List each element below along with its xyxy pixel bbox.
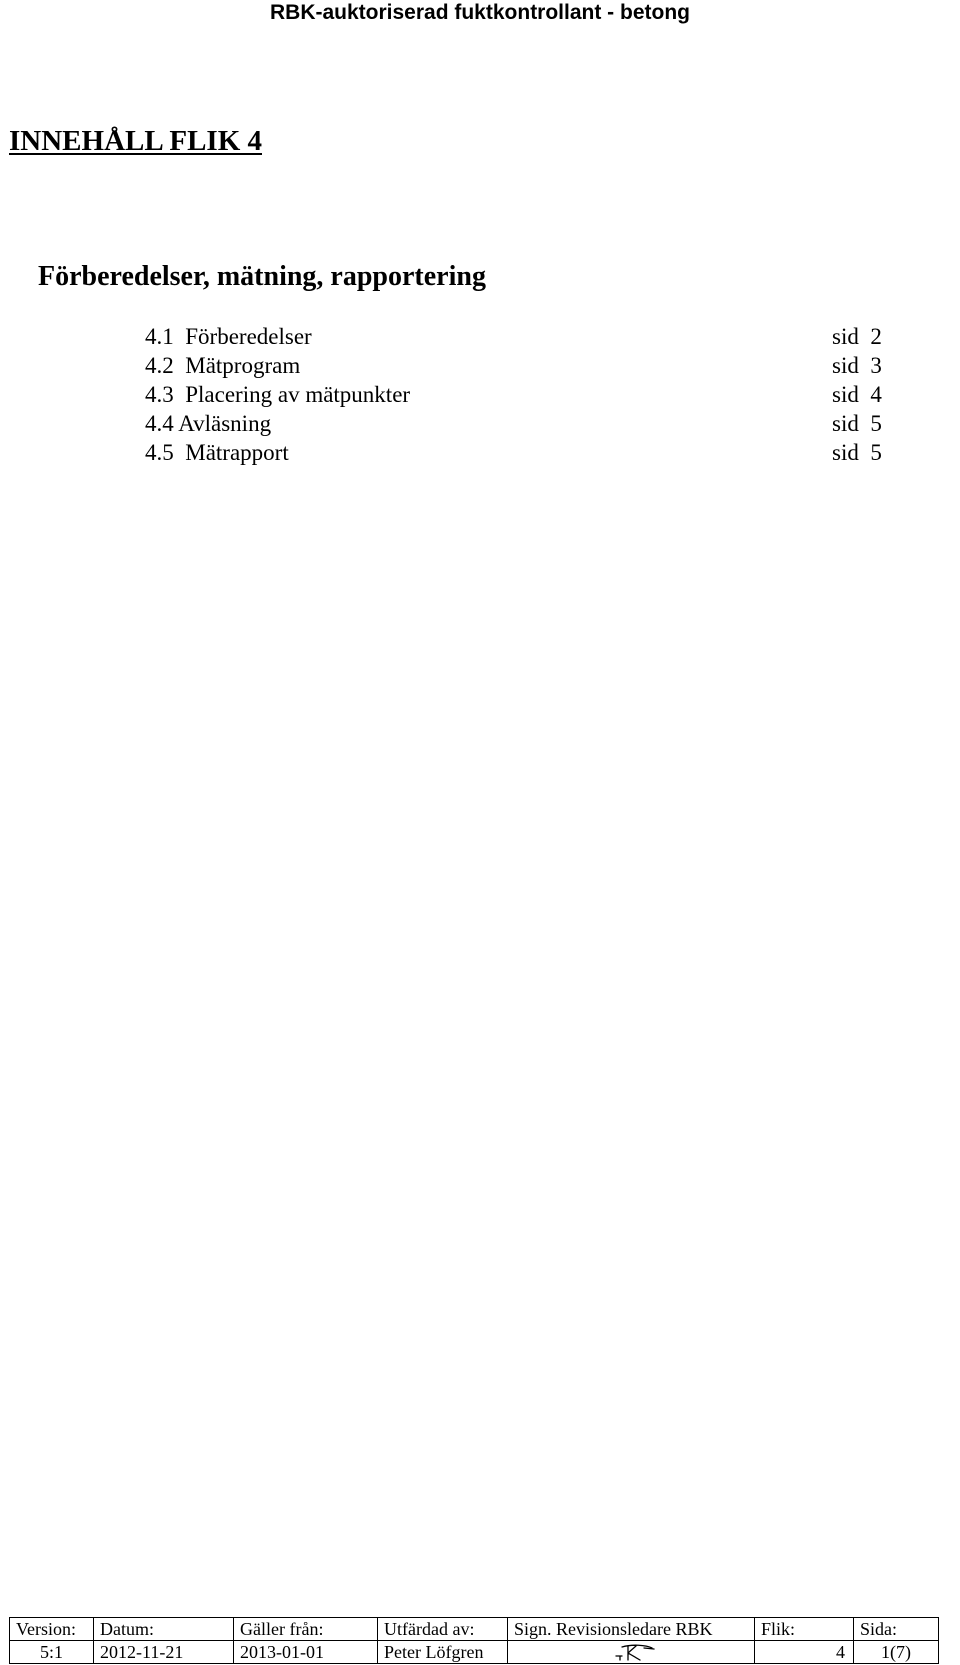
footer-galler-fran-header: Gäller från: xyxy=(234,1618,378,1641)
page-header: RBK-auktoriserad fuktkontrollant - betong xyxy=(269,1,690,24)
toc-item-label: 4.1 Förberedelser xyxy=(145,324,312,349)
signature-mark xyxy=(614,1642,656,1662)
footer-value-row xyxy=(10,1641,939,1664)
footer-version-header: Version: xyxy=(10,1618,94,1641)
toc-item-page: sid 4 xyxy=(832,382,882,407)
toc-item-label: 4.4 Avläsning xyxy=(145,411,272,436)
toc-item-label: 4.3 Placering av mätpunkter xyxy=(145,382,411,407)
footer-galler-fran-value: 2013-01-01 xyxy=(234,1641,378,1664)
footer-utfardad-av-value: Peter Löfgren xyxy=(378,1641,508,1664)
toc-item-page: sid 5 xyxy=(832,440,882,465)
toc-item-page: sid 2 xyxy=(832,324,882,349)
toc-item-label: 4.5 Mätrapport xyxy=(145,440,289,465)
toc-item xyxy=(145,380,895,409)
toc-item xyxy=(145,351,895,380)
footer-table xyxy=(9,1617,939,1664)
footer-sida-header: Sida: xyxy=(854,1618,939,1641)
footer-flik-value: 4 xyxy=(755,1641,854,1664)
footer-sida-value: 1(7) xyxy=(854,1641,939,1664)
toc-item xyxy=(145,438,895,467)
toc-item xyxy=(145,322,895,351)
toc-list xyxy=(145,322,895,467)
toc-item-page: sid 5 xyxy=(832,411,882,436)
toc-item-page: sid 3 xyxy=(832,353,882,378)
footer-datum-value: 2012-11-21 xyxy=(94,1641,234,1664)
section-title: Förberedelser, mätning, rapportering xyxy=(38,261,486,292)
footer-utfardad-av-header: Utfärdad av: xyxy=(378,1618,508,1641)
footer-sign-value xyxy=(508,1641,755,1664)
footer-datum-header: Datum: xyxy=(94,1618,234,1641)
footer-version-value: 5:1 xyxy=(10,1641,94,1664)
toc-item xyxy=(145,409,895,438)
toc-item-label: 4.2 Mätprogram xyxy=(145,353,301,378)
footer-sign-header: Sign. Revisionsledare RBK xyxy=(508,1618,755,1641)
toc-title: INNEHÅLL FLIK 4 xyxy=(9,125,262,157)
footer-flik-header: Flik: xyxy=(755,1618,854,1641)
footer-header-row xyxy=(10,1618,939,1641)
